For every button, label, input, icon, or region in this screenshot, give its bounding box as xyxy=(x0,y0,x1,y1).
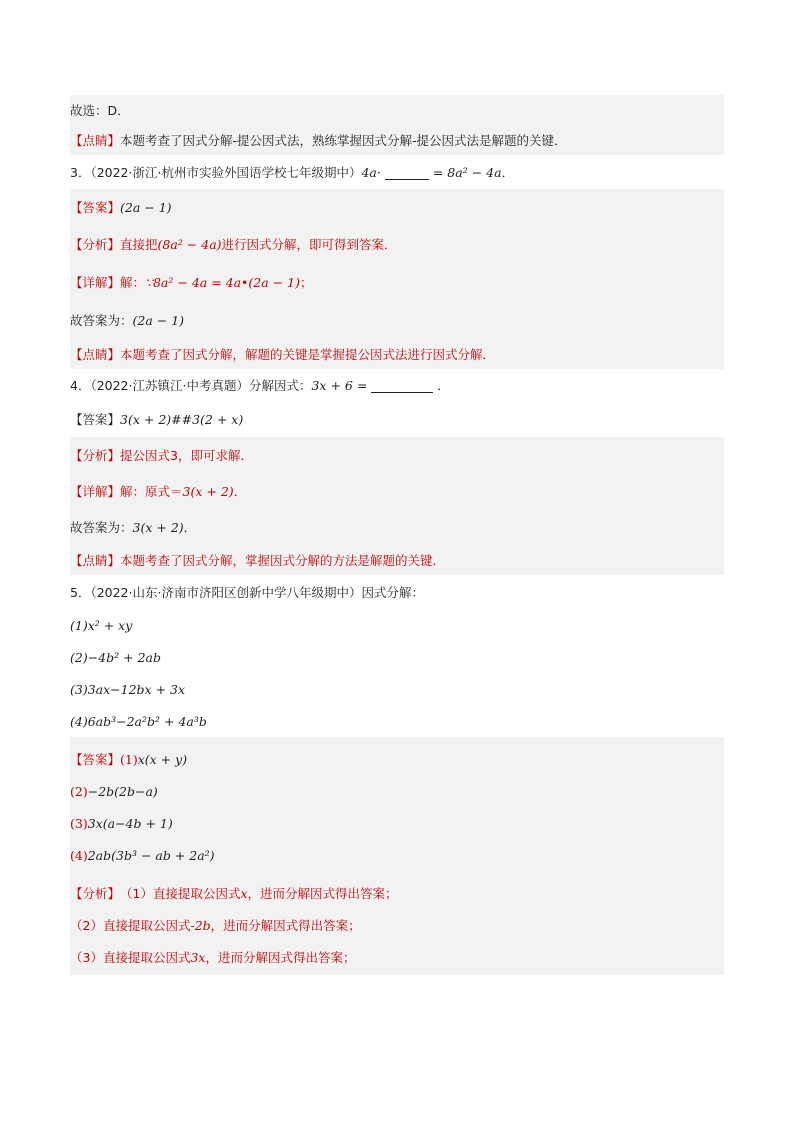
analysis-5-1b: ，进而分解因式得出答案； xyxy=(247,886,398,901)
answer-3-block xyxy=(70,189,724,225)
solution-4-block xyxy=(70,509,724,545)
answer-blank xyxy=(371,378,433,393)
analysis-5-1a: （1）直接提取公因式 xyxy=(120,886,241,901)
analysis-5-3a: （3）直接提取公因式 xyxy=(70,950,191,965)
detail-4-math: 3(x + 2) xyxy=(182,483,234,499)
analysis-4-block xyxy=(70,437,724,473)
comment-tag: 【点睛】 xyxy=(70,347,121,362)
analysis-tag: 【分析】 xyxy=(70,448,121,463)
detail-tag: 【详解】 xyxy=(70,484,121,499)
question-3-end: ． xyxy=(501,165,515,180)
analysis-5-3b: ，进而分解因式得出答案； xyxy=(205,950,356,965)
analysis-5-3m: 3x xyxy=(190,949,206,965)
comment-text: 本题考查了因式分解-提公因式法，熟练掌握因式分解-提公因式法是解题的关键． xyxy=(120,133,567,148)
solution-3-text: 故答案为： xyxy=(70,313,133,328)
question-5-text: 5．（2022·山东·济南市济阳区创新中学八年级期中）因式分解： xyxy=(70,585,424,600)
question-3-math-a: 4a· xyxy=(361,164,381,180)
question-5-part-1-math: (1)x² + xy xyxy=(70,617,133,633)
question-5-part-2-math: (2)−4b² + 2ab xyxy=(70,649,161,665)
answer-tag: 【答案】 xyxy=(70,752,121,767)
comment-tag: 【点睛】 xyxy=(70,553,121,568)
analysis-3-text-a: 直接把 xyxy=(120,237,158,252)
answer-5-num-4: (4) xyxy=(70,847,88,863)
analysis-5-line-3 xyxy=(70,941,724,973)
detail-3-math: ∵8a² − 4a = 4a•(2a − 1) xyxy=(145,274,300,290)
question-4-prefix: 4．（2022·江苏镇江·中考真题）分解因式： xyxy=(70,378,312,393)
analysis-5-1m: x xyxy=(240,885,248,901)
analysis-5-2a: （2）直接提取公因式 xyxy=(70,918,191,933)
detail-4-text: 解：原式＝ xyxy=(120,484,183,499)
answer-5-value-2: −2b(2b−a) xyxy=(87,783,158,799)
answer-5-value-1: x(x + y) xyxy=(137,751,188,767)
solution-4-end: ． xyxy=(183,520,197,535)
detail-tag: 【详解】 xyxy=(70,275,121,290)
analysis-tag: 【分析】 xyxy=(70,237,121,252)
comment-4-block xyxy=(70,545,724,575)
detail-3-text: 解： xyxy=(120,275,146,290)
answer-5-value-3: 3x(a−4b + 1) xyxy=(87,815,173,831)
detail-4-block xyxy=(70,473,724,509)
question-5-part-4-math: (4)6ab³−2a²b² + 4a³b xyxy=(70,713,207,729)
solution-4-text: 故答案为： xyxy=(70,520,133,535)
analysis-5-block xyxy=(70,877,724,975)
conclusion-text: 故选：D． xyxy=(70,103,130,118)
question-5-part-4 xyxy=(70,705,724,737)
answer-5-block xyxy=(70,737,724,877)
comment-4-text: 本题考查了因式分解，掌握因式分解的方法是解题的关键． xyxy=(120,553,446,568)
detail-4-end: ． xyxy=(233,484,247,499)
answer-5-num-2: (2) xyxy=(70,783,88,799)
question-3-prefix: 3．（2022·浙江·杭州市实验外国语学校七年级期中） xyxy=(70,165,362,180)
comment-block xyxy=(70,125,724,155)
comment-tag: 【点睛】 xyxy=(70,133,121,148)
analysis-tag: 【分析】 xyxy=(70,886,121,901)
analysis-3-math: (8a² − 4a) xyxy=(157,236,222,252)
solution-3-block xyxy=(70,301,724,339)
answer-5-num-1: (1) xyxy=(120,751,138,767)
analysis-5-line-2 xyxy=(70,909,724,941)
detail-3-end: ； xyxy=(299,275,313,290)
question-4-math: 3x + 6 = xyxy=(311,377,368,393)
answer-5-num-3: (3) xyxy=(70,815,88,831)
analysis-5-line-1 xyxy=(70,877,724,909)
solution-3-math: (2a − 1) xyxy=(132,312,185,328)
answer-tag: 【答案】 xyxy=(70,412,121,427)
conclusion-line xyxy=(70,95,724,125)
detail-3-block xyxy=(70,263,724,301)
analysis-4-text: 提公因式3，即可求解． xyxy=(120,448,253,463)
answer-5-value-4: 2ab(3b³ − ab + 2a²) xyxy=(87,847,215,863)
question-3-math-b: = 8a² − 4a xyxy=(432,164,502,180)
analysis-3-block xyxy=(70,225,724,263)
comment-3-text: 本题考查了因式分解，解题的关键是掌握提公因式法进行因式分解． xyxy=(120,347,496,362)
question-3 xyxy=(70,155,724,189)
answer-4-value: 3(x + 2)##3(2 + x) xyxy=(120,411,244,427)
document-content xyxy=(70,95,724,975)
analysis-3-text-b: 进行因式分解，即可得到答案． xyxy=(221,237,397,252)
question-5-part-2 xyxy=(70,641,724,673)
question-5 xyxy=(70,575,724,609)
analysis-5-2m: -2b xyxy=(190,917,211,933)
answer-5-line-3 xyxy=(70,807,724,839)
solution-4-math: 3(x + 2) xyxy=(132,519,184,535)
question-5-part-3-math: (3)3ax−12bx + 3x xyxy=(70,681,186,697)
question-4 xyxy=(70,369,724,401)
answer-tag: 【答案】 xyxy=(70,200,121,215)
question-5-part-3 xyxy=(70,673,724,705)
answer-blank xyxy=(385,165,429,180)
answer-5-line-2 xyxy=(70,775,724,807)
answer-5-line-4 xyxy=(70,839,724,871)
answer-5-line-1 xyxy=(70,743,724,775)
answer-3-value: (2a − 1) xyxy=(120,199,172,215)
answer-4-block xyxy=(70,401,724,437)
comment-3-block xyxy=(70,339,724,369)
analysis-5-2b: ，进而分解因式得出答案； xyxy=(210,918,361,933)
question-4-end: ． xyxy=(437,378,450,393)
question-5-part-1 xyxy=(70,609,724,641)
